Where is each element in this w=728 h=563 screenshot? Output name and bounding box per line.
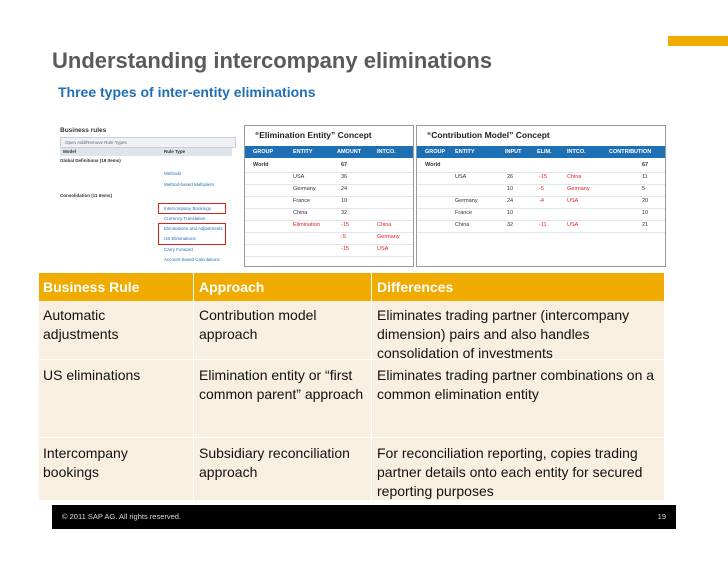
rules-header: Business rules	[60, 127, 107, 134]
rule-item[interactable]: Eliminations and Adjustments	[164, 226, 223, 231]
cell-elim: -11	[539, 222, 547, 228]
rules-columns	[60, 148, 232, 156]
cell-contribution: 21	[642, 222, 649, 228]
cell-group: World	[253, 162, 269, 168]
row-line	[417, 220, 665, 221]
cell-entity: China	[455, 222, 470, 228]
slide-subtitle: Three types of inter-entity eliminations	[58, 84, 316, 100]
contribution-model-panel	[416, 125, 666, 267]
cell-amount: 32	[341, 210, 348, 216]
cell-differences: Eliminates trading partner (intercompany dimension) pairs and also handles consolidation of investments	[377, 307, 630, 361]
rule-item[interactable]: Carry Forward	[164, 247, 193, 252]
cell-approach: Subsidiary reconciliation approach	[199, 445, 350, 480]
rule-item[interactable]: Intercompany Bookings	[164, 206, 212, 211]
cell-differences: For reconciliation reporting, copies trading partner details onto each entity for secured reporting purposes	[377, 445, 643, 499]
th-elim: ELIM.	[537, 149, 552, 155]
cell-entity: USA	[455, 174, 467, 180]
cell-input: 32	[507, 222, 514, 228]
cell-entity: Germany	[455, 198, 478, 204]
cell-intco: Germany	[567, 186, 590, 192]
cell-intco: USA	[567, 198, 579, 204]
cell-intco: Germany	[377, 234, 400, 240]
cell-amount: 67	[341, 162, 348, 168]
contribution-model-header	[417, 146, 665, 158]
row-line	[245, 244, 413, 245]
cell-contribution: 20	[642, 198, 649, 204]
cell-differences: Eliminates trading partner combinations on a common elimination entity	[377, 367, 655, 402]
row-line	[417, 232, 665, 233]
th-input: INPUT	[505, 149, 522, 155]
header-business-rule: Business Rule	[43, 279, 140, 295]
page-number: 19	[657, 512, 666, 521]
cell-elim: -15	[539, 174, 547, 180]
row-line	[417, 196, 665, 197]
cell-intco: USA	[567, 222, 579, 228]
cell-amount: 10	[341, 198, 348, 204]
slide-title: Understanding intercompany eliminations	[52, 48, 493, 73]
cell-entity: China	[293, 210, 308, 216]
group-consolidation[interactable]: Consolidation (11 Items)	[60, 193, 113, 198]
cell-input: 10	[507, 186, 514, 192]
elimination-entity-header	[245, 146, 413, 158]
row-line	[245, 256, 413, 257]
th-group: GROUP	[253, 149, 274, 155]
rule-item[interactable]: Currency Translation	[164, 216, 206, 221]
cell-contribution: 67	[642, 162, 649, 168]
cell-entity: France	[293, 198, 311, 204]
rule-item[interactable]: Method-based Multipliers	[164, 182, 215, 187]
cell-input: 10	[507, 210, 514, 216]
cell-amount: 36	[341, 174, 348, 180]
top-bar	[0, 0, 728, 30]
cell-rule: Intercompany bookings	[43, 445, 128, 480]
cell-contribution: 11	[642, 174, 648, 180]
cell-intco: USA	[377, 246, 389, 252]
accent-strip	[668, 36, 728, 46]
cell-input: 24	[507, 198, 514, 204]
business-rules-panel	[52, 121, 238, 267]
elimination-entity-title: “Elimination Entity” Concept	[255, 130, 372, 140]
th-amount: AMOUNT	[337, 149, 362, 155]
cell-intco: China	[377, 222, 392, 228]
cell-contribution: 5	[642, 186, 646, 192]
th-group: GROUP	[425, 149, 446, 155]
column-divider	[371, 273, 372, 500]
contribution-model-title: “Contribution Model” Concept	[427, 130, 550, 140]
footer-bar	[52, 505, 676, 529]
header-differences: Differences	[377, 279, 454, 295]
table-header	[39, 273, 664, 301]
row-line	[245, 184, 413, 185]
cell-amount: -15	[341, 222, 349, 228]
cell-approach: Contribution model approach	[199, 307, 317, 342]
col-model: Model	[63, 149, 76, 154]
cell-amount: -15	[341, 246, 349, 252]
highlight-intercompany	[158, 203, 226, 214]
cell-intco: China	[567, 174, 582, 180]
rule-item[interactable]: US Eliminations	[164, 236, 196, 241]
screenshot-panel	[52, 121, 666, 267]
header-approach: Approach	[199, 279, 265, 295]
cell-amount: -5	[341, 234, 346, 240]
th-entity: ENTITY	[293, 149, 313, 155]
cell-rule: US eliminations	[43, 367, 141, 383]
cell-entity: USA	[293, 174, 305, 180]
column-divider	[193, 273, 194, 500]
row-divider	[39, 437, 664, 438]
cell-approach: Elimination entity or “first common parent” approach	[199, 367, 364, 402]
row-line	[245, 232, 413, 233]
cell-elim: -4	[539, 198, 544, 204]
cell-entity: Elimination	[293, 222, 320, 228]
row-line	[245, 220, 413, 221]
cell-contribution: 10	[642, 210, 649, 216]
rule-item[interactable]: Methods	[164, 171, 182, 176]
cell-entity: France	[455, 210, 473, 216]
cell-elim: -5	[539, 186, 544, 192]
group-global[interactable]: Global Definitions (19 Items)	[60, 158, 121, 163]
rule-item[interactable]: Account-based Calculations	[164, 257, 220, 262]
cell-rule: Automatic adjustments	[43, 307, 119, 342]
col-rule-type: Rule Type	[164, 149, 186, 154]
th-contribution: CONTRIBUTION	[609, 149, 652, 155]
row-line	[417, 172, 665, 173]
comparison-table	[39, 273, 664, 500]
copyright: © 2011 SAP AG. All rights reserved.	[62, 512, 182, 521]
row-line	[417, 184, 665, 185]
row-line	[417, 208, 665, 209]
cell-group: World	[425, 162, 441, 168]
cell-entity: Germany	[293, 186, 316, 192]
row-line	[245, 208, 413, 209]
th-entity: ENTITY	[455, 149, 475, 155]
row-line	[245, 196, 413, 197]
th-intco: INTCO.	[567, 149, 586, 155]
elimination-entity-panel	[244, 125, 414, 267]
rules-tabs[interactable]: Open Add/Remove Rule Types	[60, 137, 236, 148]
cell-amount: 24	[341, 186, 348, 192]
cell-input: 26	[507, 174, 514, 180]
row-line	[245, 172, 413, 173]
th-intco: INTCO.	[377, 149, 396, 155]
highlight-eliminations	[158, 223, 226, 245]
